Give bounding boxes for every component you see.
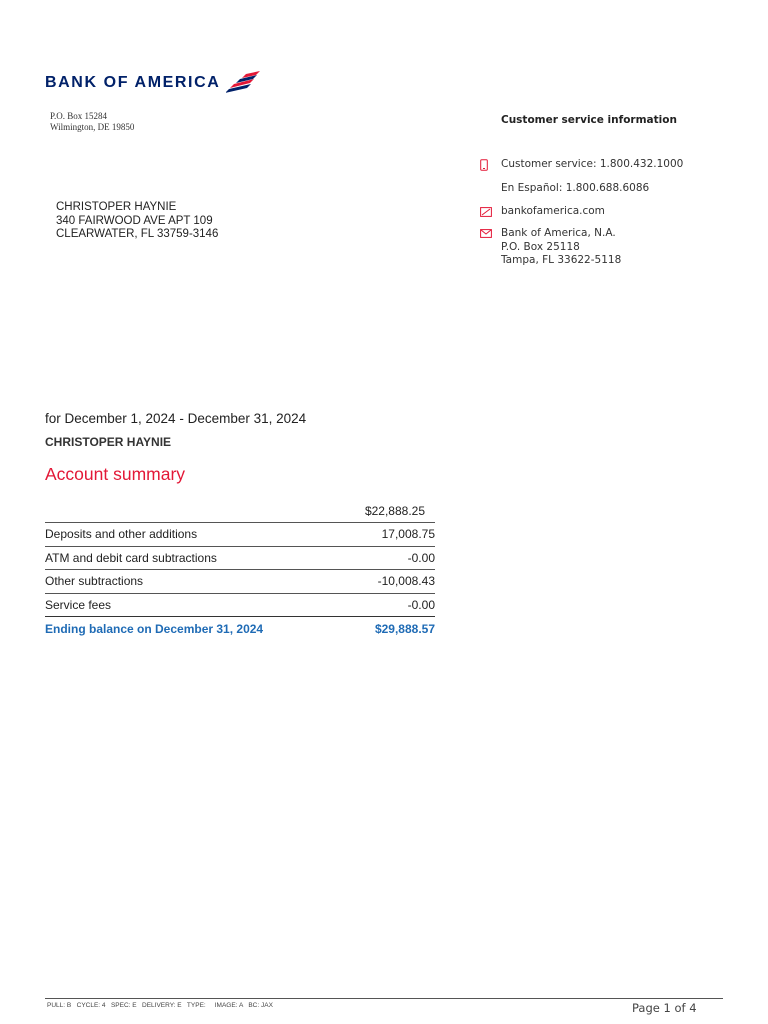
spanish-phone-row [480,182,649,196]
summary-row [45,593,435,617]
mailing-address [56,201,218,242]
phone-icon [480,158,501,171]
page-number: Page 1 of 4 [632,1001,697,1015]
logo-wordmark: BANK OF AMERICA [45,74,221,91]
bank-logo [45,70,266,96]
beginning-balance-row [45,500,435,522]
summary-row-label: Deposits and other additions [45,527,198,542]
return-address-line2: Wilmington, DE 19850 [50,122,135,132]
summary-row-label: Other subtractions [45,574,144,589]
mail-row [480,227,621,268]
footer-divider [45,998,723,999]
footer-codes: PULL: B CYCLE: 4 SPEC: E DELIVERY: E TYPE: IMAGE: A BC: JAX [47,1002,273,1009]
ending-balance-value: $29,888.57 [374,622,435,636]
mail-address-line1: Bank of America, N.A. [501,227,616,239]
customer-service-phone-row [480,158,683,172]
account-summary-table [45,500,435,641]
website-link[interactable]: bankofamerica.com [501,205,605,217]
customer-service-title: Customer service information [501,114,677,126]
mail-address [501,227,621,268]
mail-address-line3: Tampa, FL 33622-5118 [501,254,622,266]
mailing-name: CHRISTOPER HAYNIE [56,201,177,213]
spanish-phone: En Español: 1.800.688.6086 [501,182,650,194]
ending-balance-label: Ending balance on December 31, 2024 [45,622,264,636]
ending-balance-row [45,616,435,641]
mailing-city: CLEARWATER, FL 33759-3146 [56,228,219,240]
summary-row [45,569,435,593]
summary-row-value: 17,008.75 [381,527,435,542]
statement-period: for December 1, 2024 - December 31, 2024 [45,411,307,426]
return-address [50,111,134,133]
summary-row-value: -10,008.43 [377,574,435,589]
mailing-street: 340 FAIRWOOD AVE APT 109 [56,214,213,227]
summary-row-value: -0.00 [407,550,435,565]
website-row [480,205,605,219]
summary-row-value: -0.00 [407,597,435,612]
mail-address-line2: P.O. Box 25118 [501,240,580,253]
computer-icon [480,205,501,218]
summary-row [45,522,435,546]
summary-row [45,546,435,570]
account-summary-title: Account summary [45,464,186,484]
account-holder: CHRISTOPER HAYNIE [45,435,172,449]
flagscape-icon [226,70,266,96]
summary-row-label: Service fees [45,597,112,612]
return-address-line1: P.O. Box 15284 [50,111,108,121]
beginning-balance-value: $22,888.25 [364,504,425,518]
summary-row-label: ATM and debit card subtractions [45,550,217,565]
customer-service-phone: Customer service: 1.800.432.1000 [501,158,684,170]
envelope-icon [480,227,501,240]
